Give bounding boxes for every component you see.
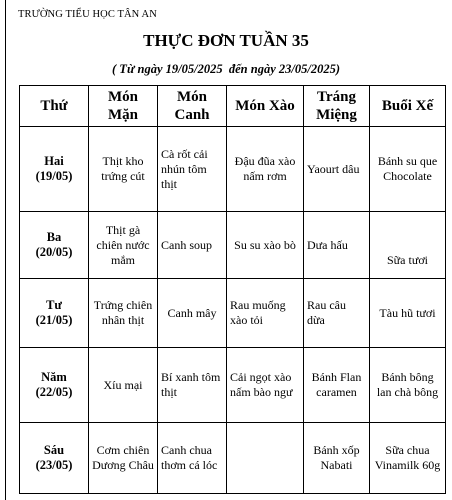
day-cell	[20, 348, 89, 423]
header-day: Thứ	[20, 86, 89, 127]
stir-fry-cell	[227, 423, 304, 494]
snack-cell: Bánh bông lan chà bông	[370, 348, 446, 423]
day-name: Năm	[41, 370, 67, 384]
stir-fry-cell: Su su xào bò	[227, 212, 304, 279]
snack-cell: Sữa tươi	[370, 212, 446, 279]
weekly-menu-table	[19, 85, 446, 494]
day-cell	[20, 423, 89, 494]
day-date: (22/05)	[35, 385, 73, 399]
header-dessert: Tráng Miệng	[304, 86, 370, 127]
soup-cell: Canh soup	[158, 212, 227, 279]
day-name: Ba	[46, 230, 62, 244]
main-dish-cell: Cơm chiên Dương Châu	[89, 423, 158, 494]
day-date: (21/05)	[35, 313, 73, 327]
soup-cell: Canh mây	[158, 279, 227, 348]
dessert-cell: Bánh xốp Nabati	[304, 423, 370, 494]
date-range: ( Từ ngày 19/05/2025 đến ngày 23/05/2025)	[112, 62, 340, 76]
table-row	[20, 212, 446, 279]
snack-cell: Sữa chua Vinamilk 60g	[370, 423, 446, 494]
stir-fry-cell: Đậu đũa xào nấm rơm	[227, 127, 304, 212]
menu-title: THỰC ĐƠN TUẦN 35	[143, 31, 309, 50]
dessert-cell: Bánh Flan caramen	[304, 348, 370, 423]
main-dish-cell: Thịt kho trứng cút	[89, 127, 158, 212]
dessert-cell: Rau câu dừa	[304, 279, 370, 348]
table-row	[20, 423, 446, 494]
dessert-cell: Dưa hấu	[304, 212, 370, 279]
table-row	[20, 127, 446, 212]
snack-cell: Bánh su que Chocolate	[370, 127, 446, 212]
soup-cell: Bí xanh tôm thịt	[158, 348, 227, 423]
stir-fry-cell: Rau muống xào tỏi	[227, 279, 304, 348]
main-dish-cell: Thịt gà chiên nước mắm	[89, 212, 158, 279]
day-date: (23/05)	[35, 458, 73, 472]
main-dish-cell: Xíu mại	[89, 348, 158, 423]
day-name: Sáu	[43, 443, 65, 457]
day-cell	[20, 212, 89, 279]
day-date: (19/05)	[35, 169, 73, 183]
header-soup: Món Canh	[158, 86, 227, 127]
table-row	[20, 348, 446, 423]
main-dish-cell: Trứng chiên nhân thịt	[89, 279, 158, 348]
day-name: Hai	[44, 154, 64, 168]
day-cell	[20, 127, 89, 212]
header-snack: Buổi Xế	[370, 86, 446, 127]
soup-cell: Cà rốt cải nhún tôm thịt	[158, 127, 227, 212]
header-main-dish: Món Mặn	[89, 86, 158, 127]
day-name: Tư	[46, 298, 62, 312]
day-date: (20/05)	[35, 245, 73, 259]
stir-fry-cell: Cải ngọt xào nấm bào ngư	[227, 348, 304, 423]
day-cell	[20, 279, 89, 348]
school-name: TRƯỜNG TIỂU HỌC TÂN AN	[18, 9, 157, 20]
table-row	[20, 279, 446, 348]
snack-cell: Tàu hũ tươi	[370, 279, 446, 348]
header-row	[20, 86, 446, 127]
soup-cell: Canh chua thơm cá lóc	[158, 423, 227, 494]
dessert-cell: Yaourt dâu	[304, 127, 370, 212]
header-stir-fry: Món Xào	[227, 86, 304, 127]
